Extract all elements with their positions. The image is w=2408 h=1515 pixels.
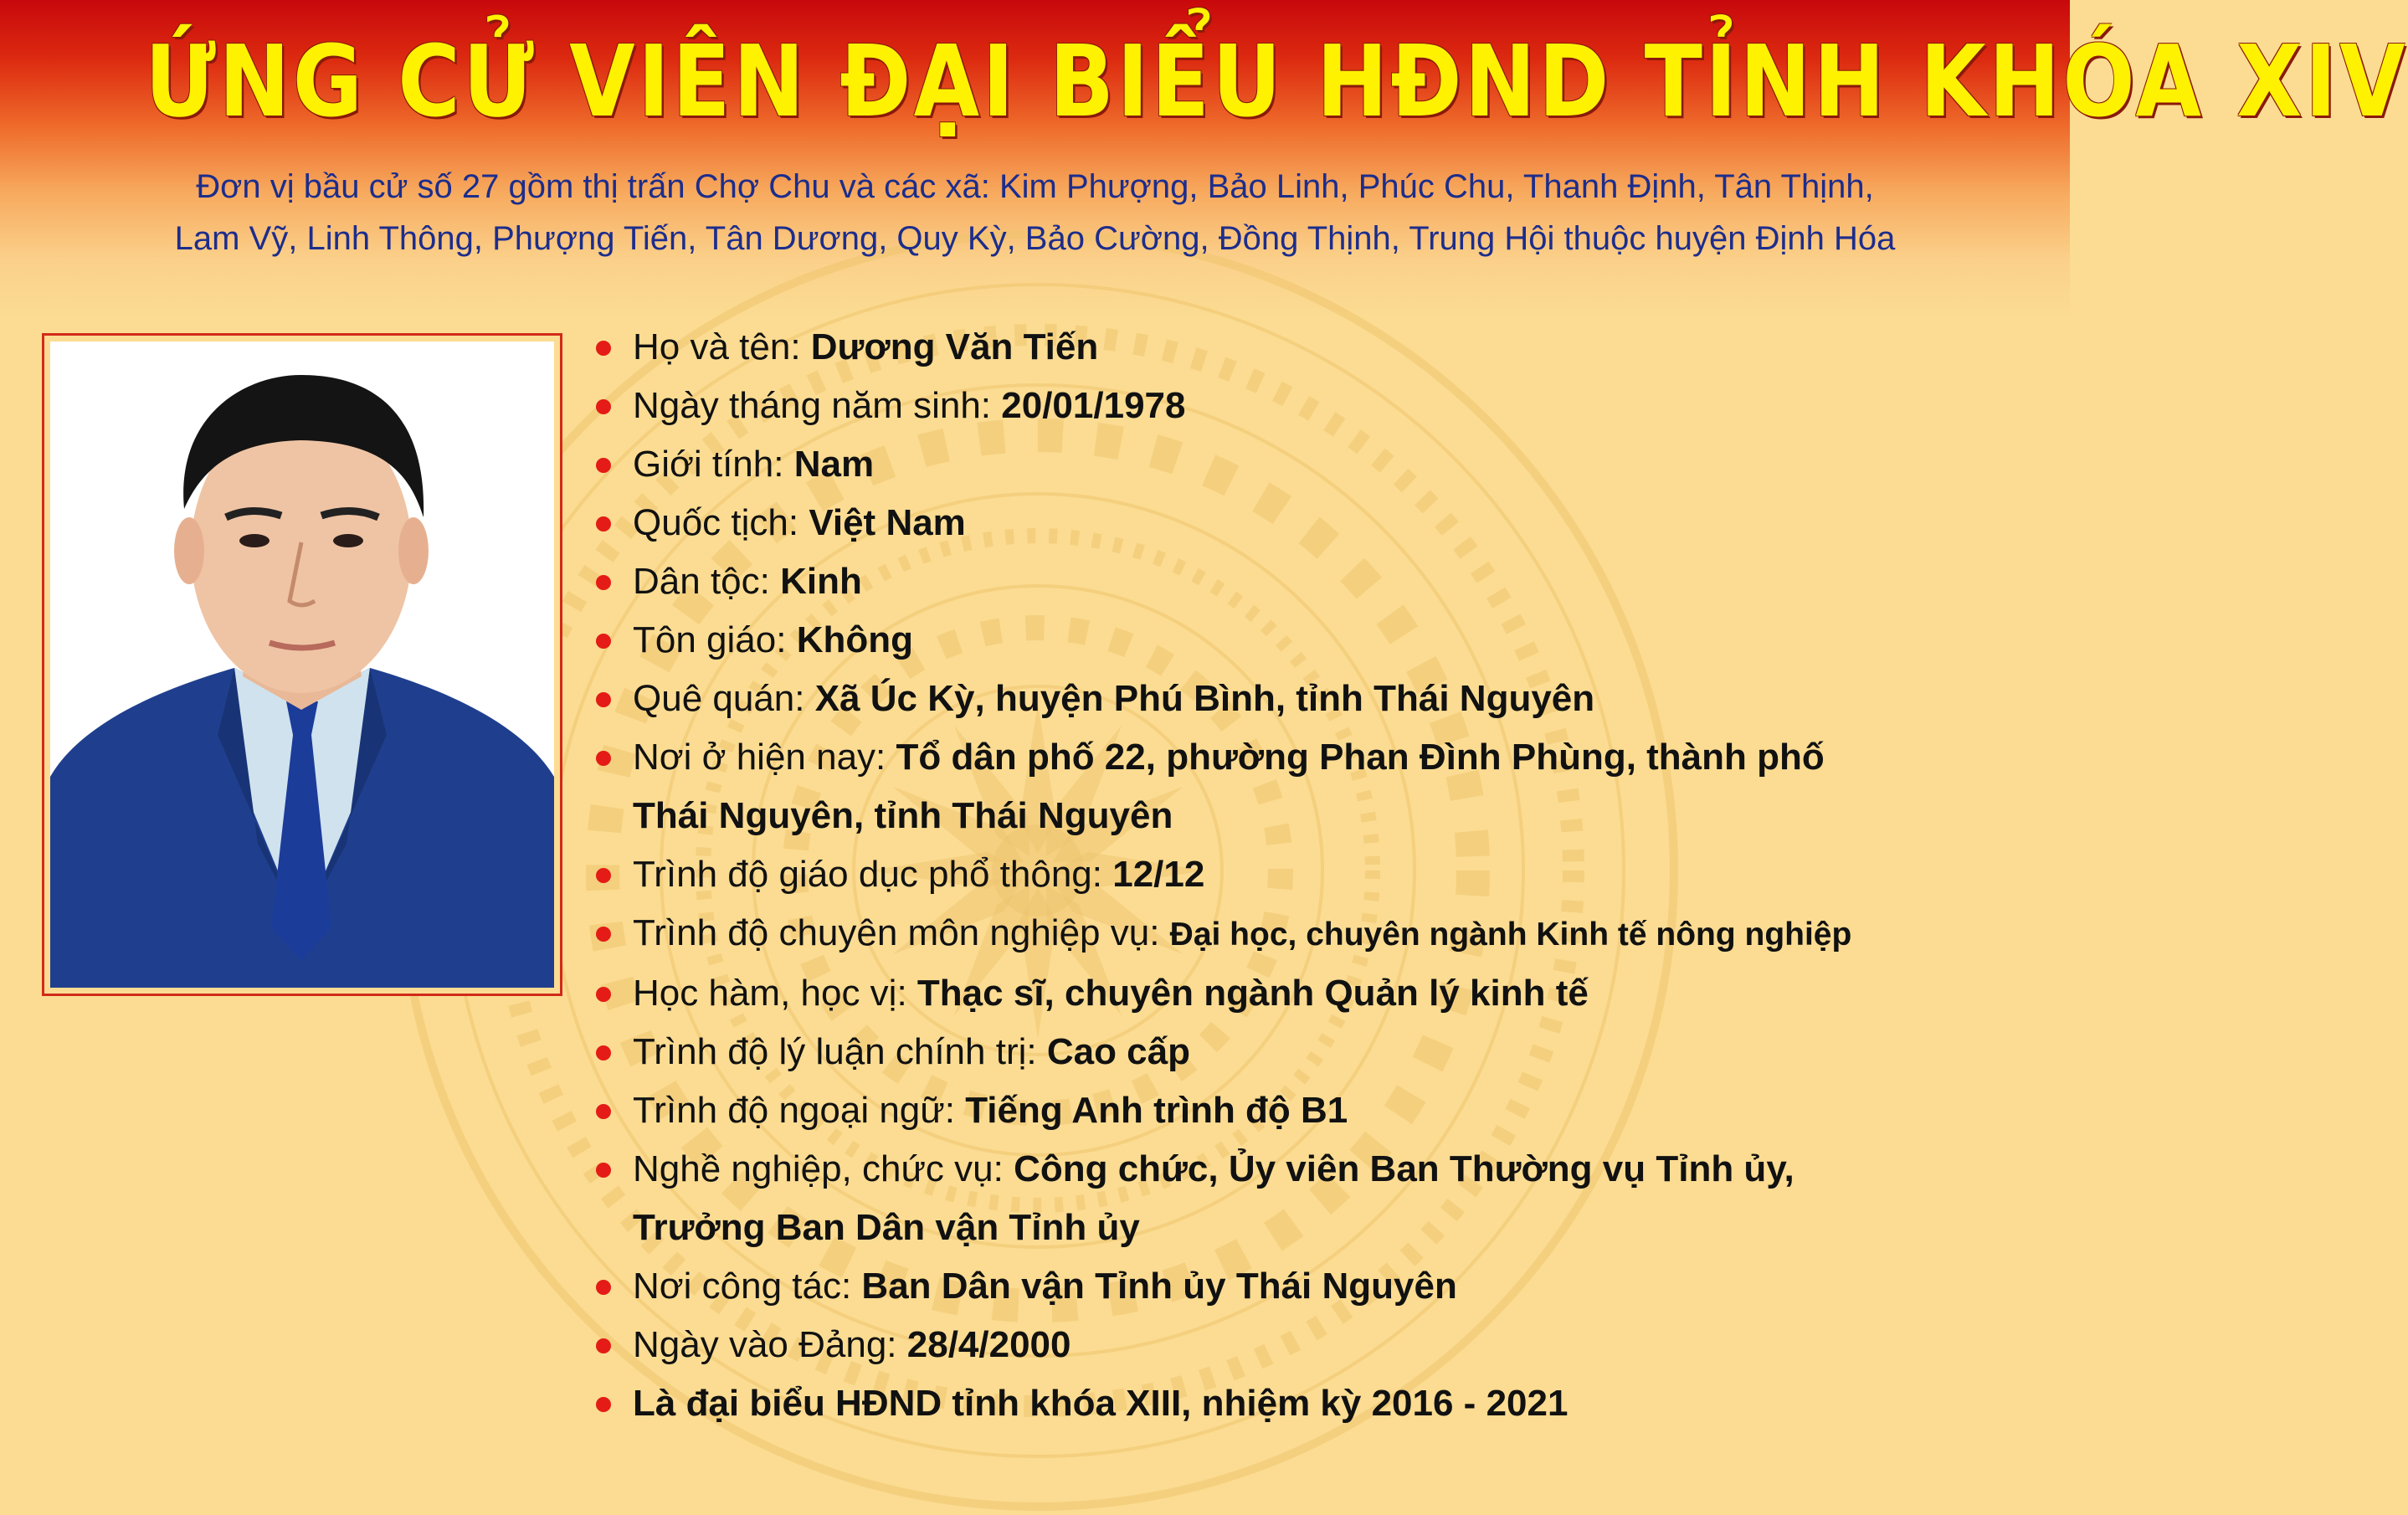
info-value: Việt Nam <box>809 502 966 543</box>
bullet-icon <box>596 987 611 1002</box>
info-value: Tổ dân phố 22, phường Phan Đình Phùng, thành phố <box>896 737 1825 778</box>
info-label: Tôn giáo: <box>633 619 797 660</box>
bullet-icon <box>596 575 611 590</box>
info-label: Trình độ ngoại ngữ: <box>633 1090 966 1131</box>
info-label: Nơi công tác: <box>633 1266 862 1307</box>
info-gender <box>596 435 1851 494</box>
info-value-continued: Trưởng Ban Dân vận Tỉnh ủy <box>633 1207 1140 1248</box>
portrait-illustration <box>50 342 554 988</box>
info-hometown <box>596 670 1851 728</box>
bullet-icon <box>596 1045 611 1060</box>
page-title: ỨNG CỬ VIÊN ĐẠI BIỂU HĐND TỈNH KHÓA XIV <box>145 23 2408 139</box>
info-value: 28/4/2000 <box>906 1324 1071 1365</box>
bullet-icon <box>596 1163 611 1178</box>
info-value: Xã Úc Kỳ, huyện Phú Bình, tỉnh Thái Nguyên <box>814 678 1595 719</box>
bullet-icon <box>596 516 611 532</box>
info-label: Quê quán: <box>633 678 815 719</box>
candidate-portrait <box>50 342 554 988</box>
info-political-theory <box>596 1023 1851 1081</box>
bullet-icon <box>596 1280 611 1295</box>
bullet-icon <box>596 868 611 883</box>
info-label: Ngày vào Đảng: <box>633 1324 907 1365</box>
bullet-icon <box>596 1338 611 1353</box>
bullet-icon <box>596 634 611 649</box>
info-value: Thạc sĩ, chuyên ngành Quản lý kinh tế <box>916 973 1589 1014</box>
info-general-education <box>596 845 1851 904</box>
info-professional-qualification <box>596 904 1851 964</box>
info-previous-term <box>596 1374 1851 1433</box>
bullet-icon <box>596 458 611 473</box>
info-value-continued: Thái Nguyên, tỉnh Thái Nguyên <box>633 795 1173 836</box>
bullet-icon <box>596 1104 611 1119</box>
info-label: Họ và tên: <box>633 326 811 367</box>
district-line-1: Đơn vị bầu cử số 27 gồm thị trấn Chợ Chu và các xã: Kim Phượng, Bảo Linh, Phúc Chu, Thanh Định, Tân Thịnh, <box>196 168 1874 205</box>
info-label: Trình độ chuyên môn nghiệp vụ: <box>633 912 1170 953</box>
candidate-info-list <box>596 318 1851 1433</box>
info-value: Ban Dân vận Tỉnh ủy Thái Nguyên <box>861 1266 1457 1307</box>
info-label: Học hàm, học vị: <box>633 973 917 1014</box>
bullet-icon <box>596 399 611 414</box>
info-nationality <box>596 494 1851 552</box>
info-academic-degree <box>596 964 1851 1023</box>
info-full-name <box>596 318 1851 377</box>
info-birth-date <box>596 377 1851 435</box>
district-line-2: Lam Vỹ, Linh Thông, Phượng Tiến, Tân Dương, Quy Kỳ, Bảo Cường, Đồng Thịnh, Trung Hội thuộc huyện Định Hóa <box>174 220 1896 257</box>
info-ethnicity <box>596 552 1851 611</box>
bullet-icon <box>596 692 611 707</box>
info-value: Công chức, Ủy viên Ban Thường vụ Tỉnh ủy, <box>1014 1148 1794 1189</box>
info-label: Ngày tháng năm sinh: <box>633 385 1002 426</box>
info-value: Nam <box>793 444 875 485</box>
info-label: Nghề nghiệp, chức vụ: <box>633 1148 1014 1189</box>
info-value: Dương Văn Tiến <box>810 326 1099 367</box>
info-value: 12/12 <box>1112 854 1205 895</box>
info-label: Dân tộc: <box>633 561 781 602</box>
info-value: 20/01/1978 <box>1001 385 1186 426</box>
electoral-district-description <box>0 161 2070 264</box>
info-value: Là đại biểu HĐND tỉnh khóa XIII, nhiệm kỳ 2016 - 2021 <box>633 1383 1569 1424</box>
info-current-residence <box>596 728 1851 845</box>
info-religion <box>596 611 1851 670</box>
info-workplace <box>596 1257 1851 1316</box>
bullet-icon <box>596 751 611 766</box>
info-value: Đại học, chuyên ngành Kinh tế nông nghiệp <box>1169 917 1852 953</box>
info-party-join-date <box>596 1316 1851 1374</box>
info-foreign-language <box>596 1081 1851 1140</box>
info-value: Kinh <box>780 561 862 602</box>
info-label: Trình độ giáo dục phổ thông: <box>633 854 1113 895</box>
bullet-icon <box>596 927 611 942</box>
info-label: Giới tính: <box>633 444 794 485</box>
bullet-icon <box>596 341 611 356</box>
bullet-icon <box>596 1397 611 1412</box>
info-occupation-position <box>596 1140 1851 1257</box>
info-label: Nơi ở hiện nay: <box>633 737 896 778</box>
info-value: Không <box>796 619 913 660</box>
info-value: Cao cấp <box>1046 1031 1190 1072</box>
info-label: Quốc tịch: <box>633 502 809 543</box>
info-value: Tiếng Anh trình độ B1 <box>965 1090 1348 1131</box>
info-label: Trình độ lý luận chính trị: <box>633 1031 1047 1072</box>
